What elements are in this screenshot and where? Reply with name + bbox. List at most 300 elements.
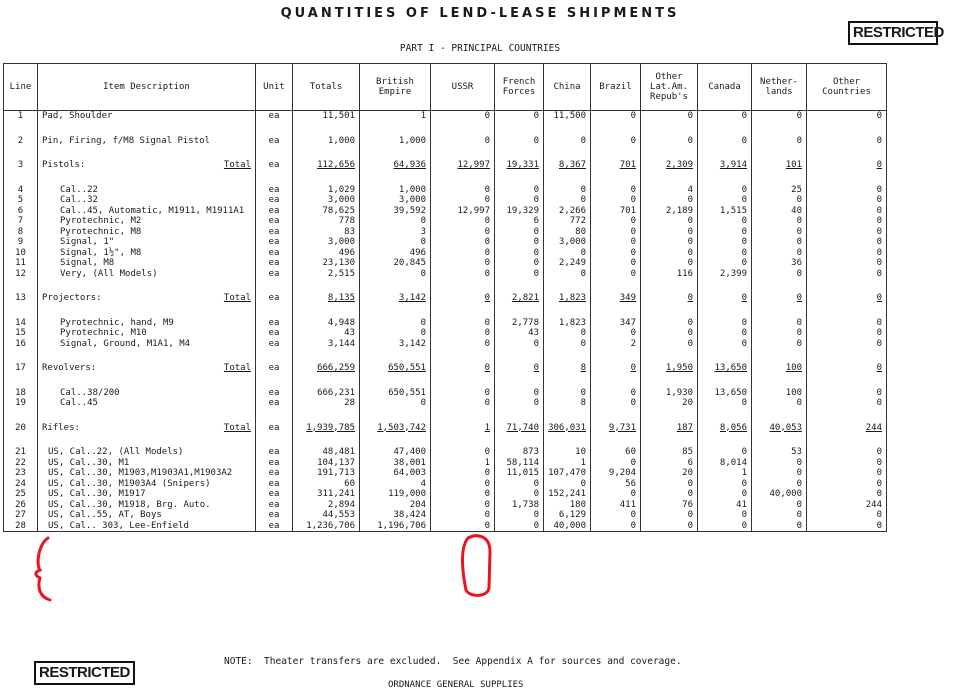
unit-cell: ea [256, 206, 293, 217]
value-cell [698, 447, 752, 458]
column-header: Other Lat.Am. Repub's [641, 64, 698, 111]
value-cell [431, 111, 495, 122]
line-number: 9 [4, 237, 38, 248]
spacer-cell [807, 304, 887, 318]
value-text: 0 [580, 387, 586, 398]
item-description [38, 318, 256, 329]
value-cell [807, 185, 887, 196]
spacer-cell [698, 409, 752, 423]
value-text: 3 [420, 226, 426, 237]
value-text: 306,031 [548, 422, 586, 433]
value-text: 191,713 [317, 468, 355, 478]
value-text: 0 [876, 510, 882, 520]
value-text: 20 [682, 398, 693, 408]
spacer-cell [293, 279, 360, 293]
spacer-cell [38, 304, 256, 318]
table-body [4, 111, 887, 532]
footnote: NOTE: Theater transfers are excluded. See Appendix A for sources and coverage. [224, 656, 682, 667]
value-cell [544, 521, 591, 532]
value-cell [544, 269, 591, 280]
value-text: 1,515 [719, 205, 747, 216]
value-cell [495, 489, 544, 500]
value-text: 1 [484, 457, 490, 468]
value-cell [698, 318, 752, 329]
value-text: 0 [484, 363, 490, 373]
value-cell [431, 206, 495, 217]
value-text: 180 [569, 499, 586, 510]
value-cell [360, 237, 431, 248]
value-text: 2,821 [511, 293, 539, 303]
value-text: 0 [420, 328, 426, 338]
value-text: 12,997 [457, 205, 490, 216]
value-text: 6 [533, 216, 539, 226]
value-cell [495, 185, 544, 196]
value-cell [752, 216, 807, 227]
value-text: 0 [687, 338, 693, 349]
value-cell [591, 479, 641, 490]
spacer-cell [591, 122, 641, 136]
item-description [38, 111, 256, 122]
value-cell [752, 258, 807, 269]
table-row [4, 447, 887, 458]
value-cell [591, 185, 641, 196]
value-cell [360, 363, 431, 374]
item-description-text: Pyrotechnic, M8 [60, 226, 142, 237]
value-cell [752, 521, 807, 532]
unit-cell: ea [256, 458, 293, 469]
spacer-cell [360, 279, 431, 293]
table-row [4, 423, 887, 434]
value-text: 0 [741, 338, 747, 349]
value-cell [544, 510, 591, 521]
line-number: 26 [4, 500, 38, 511]
value-text: 3,142 [398, 338, 426, 349]
value-text: 0 [876, 160, 882, 170]
value-cell [591, 363, 641, 374]
line-number: 15 [4, 328, 38, 339]
spacer-cell [807, 349, 887, 363]
item-description-text: Pyrotechnic, M2 [60, 216, 142, 226]
value-text: 0 [876, 226, 882, 237]
value-text: 64,936 [393, 160, 426, 170]
value-text: 0 [484, 387, 490, 398]
value-cell [495, 388, 544, 399]
value-text: 23,130 [322, 258, 355, 268]
item-description [38, 363, 256, 374]
item-description [38, 160, 256, 171]
value-cell [293, 318, 360, 329]
value-cell [641, 423, 698, 434]
value-cell [752, 489, 807, 500]
restricted-stamp-top: RESTRICTED [848, 21, 938, 45]
value-cell [544, 136, 591, 147]
value-text: 873 [522, 447, 539, 457]
spacer-cell [431, 349, 495, 363]
spacer-cell [293, 146, 360, 160]
item-description-text: Pyrotechnic, M10 [60, 328, 147, 338]
table-row [4, 510, 887, 521]
value-text: 3,914 [719, 160, 747, 170]
value-cell [641, 206, 698, 217]
value-cell [807, 521, 887, 532]
value-text: 0 [876, 363, 882, 373]
value-cell [360, 500, 431, 511]
value-cell [431, 237, 495, 248]
item-description [38, 423, 256, 434]
value-text: 1 [741, 468, 747, 478]
value-text: 0 [630, 247, 636, 258]
value-cell [591, 237, 641, 248]
value-cell [698, 521, 752, 532]
value-text: 107,470 [548, 468, 586, 478]
item-description [38, 510, 256, 521]
item-description [38, 206, 256, 217]
table-row [4, 328, 887, 339]
item-description [38, 195, 256, 206]
item-description-text: US, Cal..30, M1903A4 (Snipers) [48, 478, 211, 489]
value-text: 0 [796, 398, 802, 408]
value-text: 85 [682, 447, 693, 457]
value-text: 36 [791, 258, 802, 268]
value-cell [752, 293, 807, 304]
value-cell [360, 160, 431, 171]
value-text: 3,142 [398, 293, 426, 303]
value-text: 0 [533, 195, 539, 205]
spacer-cell [698, 349, 752, 363]
value-text: 38,001 [393, 457, 426, 468]
value-text: 496 [409, 247, 426, 258]
value-text: 0 [533, 398, 539, 408]
total-label: Total [223, 422, 251, 433]
spacer-cell [431, 279, 495, 293]
value-cell [293, 136, 360, 147]
value-cell [431, 318, 495, 329]
value-cell [293, 111, 360, 122]
value-cell [431, 479, 495, 490]
item-description [38, 185, 256, 196]
value-text: 0 [630, 328, 636, 338]
value-text: 0 [533, 135, 539, 146]
spacer-cell [38, 171, 256, 185]
spacer-cell [293, 349, 360, 363]
value-cell [641, 258, 698, 269]
item-description-text: US, Cal..30, M1 [48, 457, 130, 468]
value-cell [495, 216, 544, 227]
value-text: 0 [796, 468, 802, 478]
spacer-cell [256, 304, 293, 318]
value-text: 0 [796, 195, 802, 205]
value-text: 8,135 [327, 293, 355, 303]
total-label: Total [223, 363, 251, 373]
value-text: 10 [575, 447, 586, 457]
column-header: Item Description [38, 64, 256, 111]
value-text: 60 [625, 447, 636, 457]
table-row [4, 195, 887, 206]
value-text: 0 [876, 237, 882, 247]
value-cell [698, 339, 752, 350]
spacer-cell [495, 146, 544, 160]
value-text: 100 [785, 363, 802, 373]
value-cell [495, 500, 544, 511]
value-cell [431, 227, 495, 238]
line-number: 3 [4, 160, 38, 171]
value-cell [641, 458, 698, 469]
spacer-cell [752, 433, 807, 447]
line-number: 7 [4, 216, 38, 227]
table-row [4, 479, 887, 490]
value-text: 0 [687, 237, 693, 247]
item-description-text: Cal..32 [60, 195, 98, 205]
value-cell [431, 269, 495, 280]
value-cell [360, 521, 431, 532]
value-text: 0 [484, 510, 490, 520]
value-text: 0 [630, 237, 636, 247]
value-cell [495, 510, 544, 521]
value-text: 0 [630, 457, 636, 468]
spacer-cell [544, 349, 591, 363]
value-text: 0 [876, 268, 882, 279]
item-description-text: US, Cal..30, M1917 [48, 489, 146, 499]
spacer-cell [591, 409, 641, 423]
value-text: 0 [484, 258, 490, 268]
spacer-cell [431, 122, 495, 136]
value-text: 40 [791, 205, 802, 216]
value-cell [431, 458, 495, 469]
spacer-cell [256, 433, 293, 447]
spacer-cell [495, 304, 544, 318]
spacer-row [4, 279, 887, 293]
value-cell [807, 398, 887, 409]
value-cell [360, 468, 431, 479]
unit-cell: ea [256, 258, 293, 269]
value-text: 100 [785, 387, 802, 398]
value-cell [698, 216, 752, 227]
value-cell [495, 160, 544, 171]
value-cell [641, 468, 698, 479]
spacer-cell [431, 433, 495, 447]
value-cell [591, 269, 641, 280]
value-cell [591, 447, 641, 458]
value-cell [641, 195, 698, 206]
item-description [38, 458, 256, 469]
spacer-row [4, 409, 887, 423]
value-cell [293, 500, 360, 511]
value-cell [495, 111, 544, 122]
unit-cell: ea [256, 447, 293, 458]
item-description [38, 328, 256, 339]
value-cell [431, 489, 495, 500]
value-text: 2,399 [719, 268, 747, 279]
spacer-cell [4, 146, 38, 160]
table-row [4, 160, 887, 171]
value-text: 0 [687, 135, 693, 146]
spacer-cell [641, 304, 698, 318]
value-text: 0 [796, 247, 802, 258]
table-row [4, 206, 887, 217]
value-cell [698, 510, 752, 521]
value-text: 1,000 [327, 135, 355, 146]
spacer-cell [698, 279, 752, 293]
value-text: 496 [338, 247, 355, 258]
value-text: 2 [630, 338, 636, 349]
line-number: 27 [4, 510, 38, 521]
value-cell [293, 206, 360, 217]
value-cell [807, 248, 887, 259]
spacer-cell [38, 349, 256, 363]
value-cell [495, 339, 544, 350]
value-text: 6 [687, 457, 693, 468]
value-cell [293, 510, 360, 521]
spacer-cell [641, 374, 698, 388]
value-cell [641, 521, 698, 532]
value-text: 0 [580, 195, 586, 205]
table-row [4, 500, 887, 511]
value-text: 0 [741, 237, 747, 247]
value-text: 47,400 [393, 447, 426, 457]
value-cell [544, 328, 591, 339]
value-text: 13,650 [714, 387, 747, 398]
value-cell [698, 468, 752, 479]
spacer-cell [752, 304, 807, 318]
spacer-cell [360, 349, 431, 363]
item-description [38, 447, 256, 458]
spacer-cell [752, 171, 807, 185]
spacer-cell [360, 122, 431, 136]
item-description [38, 227, 256, 238]
value-cell [293, 489, 360, 500]
value-cell [544, 195, 591, 206]
value-text: 0 [876, 447, 882, 457]
line-number: 24 [4, 479, 38, 490]
value-cell [641, 136, 698, 147]
value-cell [752, 248, 807, 259]
value-text: 119,000 [388, 489, 426, 499]
value-text: 8 [580, 398, 586, 408]
value-text: 0 [876, 468, 882, 478]
value-text: 244 [865, 422, 882, 433]
value-text: 0 [533, 184, 539, 195]
spacer-cell [38, 374, 256, 388]
value-cell [807, 160, 887, 171]
table-row [4, 248, 887, 259]
value-cell [495, 136, 544, 147]
unit-cell: ea [256, 136, 293, 147]
spacer-cell [807, 279, 887, 293]
value-cell [360, 489, 431, 500]
value-cell [431, 160, 495, 171]
value-text: 0 [484, 468, 490, 478]
value-cell [591, 216, 641, 227]
value-cell [544, 363, 591, 374]
item-description [38, 521, 256, 532]
value-cell [544, 258, 591, 269]
value-text: 0 [484, 478, 490, 489]
spacer-cell [591, 349, 641, 363]
value-text: 0 [630, 216, 636, 226]
value-cell [641, 510, 698, 521]
value-cell [641, 489, 698, 500]
value-text: 2,249 [558, 258, 586, 268]
value-text: 11,500 [553, 111, 586, 121]
column-header: Nether- lands [752, 64, 807, 111]
spacer-cell [752, 349, 807, 363]
value-cell [807, 339, 887, 350]
value-cell [807, 328, 887, 339]
value-text: 0 [630, 489, 636, 499]
value-text: 0 [630, 111, 636, 121]
unit-cell: ea [256, 468, 293, 479]
value-cell [544, 398, 591, 409]
spacer-cell [4, 171, 38, 185]
value-cell [752, 328, 807, 339]
value-cell [641, 269, 698, 280]
value-text: 1,236,706 [306, 520, 355, 531]
value-cell [360, 227, 431, 238]
value-text: 0 [533, 237, 539, 247]
value-cell [591, 293, 641, 304]
value-cell [807, 318, 887, 329]
value-text: 0 [533, 520, 539, 531]
spacer-cell [698, 374, 752, 388]
value-text: 39,592 [393, 205, 426, 216]
value-text: 40,053 [769, 422, 802, 433]
value-text: 4,948 [327, 317, 355, 328]
value-text: 0 [741, 447, 747, 457]
spacer-cell [431, 304, 495, 318]
line-number: 18 [4, 388, 38, 399]
spacer-cell [256, 279, 293, 293]
line-number: 10 [4, 248, 38, 259]
spacer-cell [544, 279, 591, 293]
spacer-cell [495, 409, 544, 423]
value-cell [293, 227, 360, 238]
value-cell [752, 458, 807, 469]
value-text: 0 [484, 489, 490, 499]
value-text: 40,000 [769, 489, 802, 499]
spacer-cell [293, 122, 360, 136]
value-cell [752, 227, 807, 238]
unit-cell: ea [256, 160, 293, 171]
value-text: 0 [741, 184, 747, 195]
value-text: 3,000 [398, 195, 426, 205]
value-text: 1 [580, 457, 586, 468]
value-cell [698, 489, 752, 500]
total-label: Total [223, 293, 251, 303]
value-text: 0 [484, 135, 490, 146]
value-cell [544, 388, 591, 399]
value-cell [293, 248, 360, 259]
item-description [38, 248, 256, 259]
value-text: 0 [796, 226, 802, 237]
table-row [4, 468, 887, 479]
value-cell [360, 479, 431, 490]
footer-label: ORDNANCE GENERAL SUPPLIES [388, 680, 524, 690]
spacer-cell [495, 349, 544, 363]
value-cell [752, 468, 807, 479]
spacer-cell [807, 374, 887, 388]
value-text: 244 [865, 499, 882, 510]
value-text: 187 [676, 422, 693, 433]
value-text: 0 [741, 226, 747, 237]
value-text: 1,738 [511, 499, 539, 510]
table-header-row [4, 64, 887, 111]
spacer-row [4, 433, 887, 447]
item-description-text: Cal..45, Automatic, M1911, M1911A1 [60, 205, 245, 216]
value-text: 1 [420, 111, 426, 121]
value-text: 44,553 [322, 510, 355, 520]
value-cell [495, 479, 544, 490]
spacer-cell [495, 122, 544, 136]
